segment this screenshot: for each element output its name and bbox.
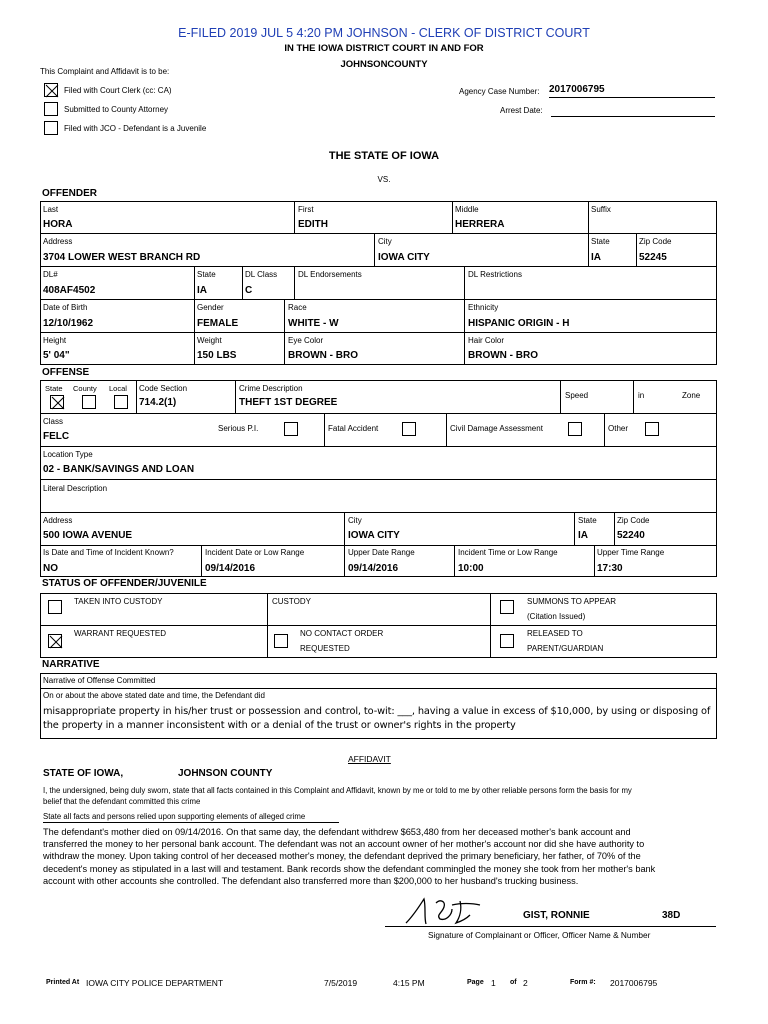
serious-pi-label: Serious P.I.	[218, 424, 259, 433]
code-section: 714.2(1)	[139, 397, 177, 408]
officer-name: GIST, RONNIE	[523, 910, 590, 921]
offense-local-label: Local	[109, 384, 127, 393]
court-line-1: IN THE IOWA DISTRICT COURT IN AND FOR	[284, 43, 484, 54]
height: 5' 04"	[43, 350, 70, 361]
summons-label-1: SUMMONS TO APPEAR	[527, 597, 617, 606]
incident-zip-label: Zip Code	[617, 516, 650, 525]
affidavit-title: AFFIDAVIT	[348, 754, 391, 764]
offender-city: IOWA CITY	[378, 252, 430, 263]
offender-state: IA	[591, 252, 601, 263]
page-number: 1	[491, 978, 496, 988]
code-section-label: Code Section	[139, 384, 188, 393]
incident-time-low-label: Incident Time or Low Range	[458, 548, 558, 557]
state-title: THE STATE OF IOWA	[328, 150, 440, 162]
incident-zip: 52240	[617, 530, 645, 541]
facts-paragraph	[43, 826, 655, 887]
sworn-statement-1: I, the undersigned, being duly sworn, state that all facts contained in this Complaint and Affidavit, known by me or told to me by other reliable persons form the basis for my	[43, 786, 632, 795]
middle-name: HERRERA	[455, 219, 505, 230]
filing-county-attorney-label: Submitted to County Attorney	[64, 105, 169, 114]
location-type-label: Location Type	[43, 450, 93, 459]
zone-label: Zone	[682, 391, 701, 400]
speed-label: Speed	[565, 391, 589, 400]
location-type: 02 - BANK/SAVINGS AND LOAN	[43, 464, 195, 475]
upper-time: 17:30	[597, 563, 623, 574]
no-contact-order-checkbox[interactable]	[274, 634, 288, 648]
dl-state: IA	[197, 285, 207, 296]
facts-line: The defendant's mother died on 09/14/2016. On that same day, the defendant withdrew $653,480 from her deceased mother's bank account and	[43, 827, 631, 837]
narrative-label: Narrative of Offense Committed	[43, 676, 156, 685]
filing-jco-checkbox[interactable]	[44, 121, 58, 135]
gender-label: Gender	[197, 303, 224, 312]
other-label: Other	[608, 424, 629, 433]
upper-date: 09/14/2016	[348, 563, 399, 574]
vs-label: VS.	[377, 175, 391, 184]
dl-number: 408AF4502	[43, 285, 96, 296]
time-known-label: Is Date and Time of Incident Known?	[43, 548, 174, 557]
arrest-date-label: Arrest Date:	[500, 106, 543, 115]
gender: FEMALE	[197, 318, 239, 329]
crime-description: THEFT 1ST DEGREE	[239, 397, 338, 408]
crime-description-label: Crime Description	[239, 384, 303, 393]
taken-into-custody-checkbox[interactable]	[48, 600, 62, 614]
agency-case-number: 2017006795	[549, 84, 605, 95]
status-section-title: STATUS OF OFFENDER/JUVENILE	[42, 578, 207, 589]
affidavit-county: JOHNSON COUNTY	[178, 768, 273, 779]
efiled-stamp: E-FILED 2019 JUL 5 4:20 PM JOHNSON - CLERK OF DISTRICT COURT	[178, 26, 590, 40]
offense-county-label: County	[73, 384, 97, 393]
incident-state: IA	[578, 530, 588, 541]
warrant-requested-label: WARRANT REQUESTED	[74, 629, 167, 638]
summons-label-2: (Citation Issued)	[527, 612, 586, 621]
offense-state-label: State	[45, 384, 63, 393]
civil-damage-checkbox[interactable]	[568, 422, 582, 436]
filing-jco-label: Filed with JCO - Defendant is a Juvenile	[64, 124, 207, 133]
other-checkbox[interactable]	[645, 422, 659, 436]
offender-city-label: City	[378, 237, 392, 246]
facts-line: transferred the money to her personal bank account. The defendant was not an account owner of her mother's account nor did she have authority to	[43, 839, 645, 850]
released-label-2: PARENT/GUARDIAN	[527, 644, 604, 653]
middle-name-label: Middle	[455, 205, 479, 214]
narrative-intro: On or about the above stated date and time, the Defendant did	[43, 691, 265, 700]
released-checkbox[interactable]	[500, 634, 514, 648]
narrative-line-2: the property in a manner inconsistent with or a denial of the trust or owner's rights in the property	[43, 720, 516, 731]
first-name: EDITH	[298, 219, 328, 230]
height-label: Height	[43, 336, 67, 345]
dl-number-label: DL#	[43, 270, 58, 279]
dl-endorsements-label: DL Endorsements	[298, 270, 362, 279]
weight: 150 LBS	[197, 350, 237, 361]
print-time: 4:15 PM	[393, 978, 425, 988]
fatal-accident-label: Fatal Accident	[328, 424, 379, 433]
printed-at: IOWA CITY POLICE DEPARTMENT	[86, 978, 224, 988]
affidavit-state: STATE OF IOWA,	[43, 768, 124, 779]
form-number: 2017006795	[610, 978, 658, 988]
eye-color-label: Eye Color	[288, 336, 324, 345]
page-label: Page	[467, 979, 484, 986]
offense-local-checkbox[interactable]	[114, 395, 128, 409]
upper-date-label: Upper Date Range	[348, 548, 415, 557]
dl-class-label: DL Class	[245, 270, 278, 279]
court-line-2: JOHNSONCOUNTY	[340, 59, 428, 70]
officer-number: 38D	[662, 910, 681, 921]
upper-time-label: Upper Time Range	[597, 548, 665, 557]
in-label: in	[638, 391, 645, 400]
page-count: 2	[523, 978, 528, 988]
sworn-statement-2: belief that the defendant committed this crime	[43, 797, 201, 806]
released-label-1: RELEASED TO	[527, 629, 583, 638]
serious-pi-checkbox[interactable]	[284, 422, 298, 436]
offense-section-title: OFFENSE	[42, 367, 90, 378]
hair-color: BROWN - BRO	[468, 350, 538, 361]
offender-zip-label: Zip Code	[639, 237, 672, 246]
narrative-line-1: misappropriate property in his/her trust or possession and control, to-wit: ___, having a value in excess of $10,000, by using or disposing of	[43, 706, 711, 717]
dl-restrictions-label: DL Restrictions	[468, 270, 522, 279]
offender-zip: 52245	[639, 252, 667, 263]
dl-class: C	[245, 285, 253, 296]
literal-description-label: Literal Description	[43, 484, 108, 493]
filing-county-attorney-checkbox[interactable]	[44, 102, 58, 116]
incident-time-low: 10:00	[458, 563, 484, 574]
facts-line: withdraw the money. Upon taking control of her deceased mother's money, the defendant deprived the primary beneficiary, her father, of 70% of the	[43, 851, 641, 862]
first-name-label: First	[298, 205, 314, 214]
incident-address: 500 IOWA AVENUE	[43, 530, 133, 541]
facts-line: decedent's money as stipulated in a last will and testament. Bank records show the defendant commingled the money she took from her mother's bank	[43, 863, 656, 874]
offense-county-checkbox[interactable]	[82, 395, 96, 409]
offense-class: FELC	[43, 431, 70, 442]
filing-court-clerk-label: Filed with Court Clerk (cc: CA)	[64, 86, 172, 95]
no-contact-order-label-1: NO CONTACT ORDER	[300, 629, 384, 638]
facts-label: State all facts and persons relied upon supporting elements of alleged crime	[43, 812, 306, 821]
dob: 12/10/1962	[43, 318, 94, 329]
warrant-requested-checkbox[interactable]	[48, 634, 62, 648]
fatal-accident-checkbox[interactable]	[402, 422, 416, 436]
offense-state-checkbox[interactable]	[50, 395, 64, 409]
incident-city: IOWA CITY	[348, 530, 400, 541]
offender-section-title: OFFENDER	[42, 188, 97, 199]
weight-label: Weight	[197, 336, 222, 345]
eye-color: BROWN - BRO	[288, 350, 358, 361]
offender-state-label: State	[591, 237, 610, 246]
dl-state-label: State	[197, 270, 216, 279]
incident-address-label: Address	[43, 516, 73, 525]
no-contact-order-label-2: REQUESTED	[300, 644, 350, 653]
incident-city-label: City	[348, 516, 362, 525]
ethnicity: HISPANIC ORIGIN - H	[468, 318, 570, 329]
custody-label: CUSTODY	[272, 597, 311, 606]
print-date: 7/5/2019	[324, 978, 358, 988]
time-known: NO	[43, 563, 58, 574]
agency-case-label: Agency Case Number:	[459, 87, 540, 96]
incident-date-low: 09/14/2016	[205, 563, 256, 574]
summons-checkbox[interactable]	[500, 600, 514, 614]
filing-intro: This Complaint and Affidavit is to be:	[40, 67, 170, 76]
last-name: HORA	[43, 219, 73, 230]
last-name-label: Last	[43, 205, 59, 214]
narrative-section-title: NARRATIVE	[42, 659, 100, 670]
offender-address: 3704 LOWER WEST BRANCH RD	[43, 252, 201, 263]
signature-caption: Signature of Complainant or Officer, Officer Name & Number	[428, 930, 651, 940]
form-label: Form #:	[570, 979, 596, 986]
class-label: Class	[43, 417, 64, 426]
officer-signature	[400, 893, 510, 929]
printed-at-label: Printed At	[46, 979, 80, 986]
race: WHITE - W	[288, 318, 339, 329]
taken-into-custody-label: TAKEN INTO CUSTODY	[74, 597, 163, 606]
dob-label: Date of Birth	[43, 303, 88, 312]
civil-damage-label: Civil Damage Assessment	[450, 424, 543, 433]
offender-box	[40, 201, 717, 365]
offender-address-label: Address	[43, 237, 73, 246]
suffix-label: Suffix	[591, 205, 611, 214]
incident-date-low-label: Incident Date or Low Range	[205, 548, 305, 557]
filing-court-clerk-checkbox[interactable]	[44, 83, 58, 97]
of-label: of	[510, 979, 517, 986]
incident-state-label: State	[578, 516, 597, 525]
ethnicity-label: Ethnicity	[468, 303, 499, 312]
facts-line: account with other accounts she controlled. The defendant also transferred more than $200,000 to her husband's trucking business.	[43, 875, 579, 886]
race-label: Race	[288, 303, 307, 312]
hair-color-label: Hair Color	[468, 336, 505, 345]
